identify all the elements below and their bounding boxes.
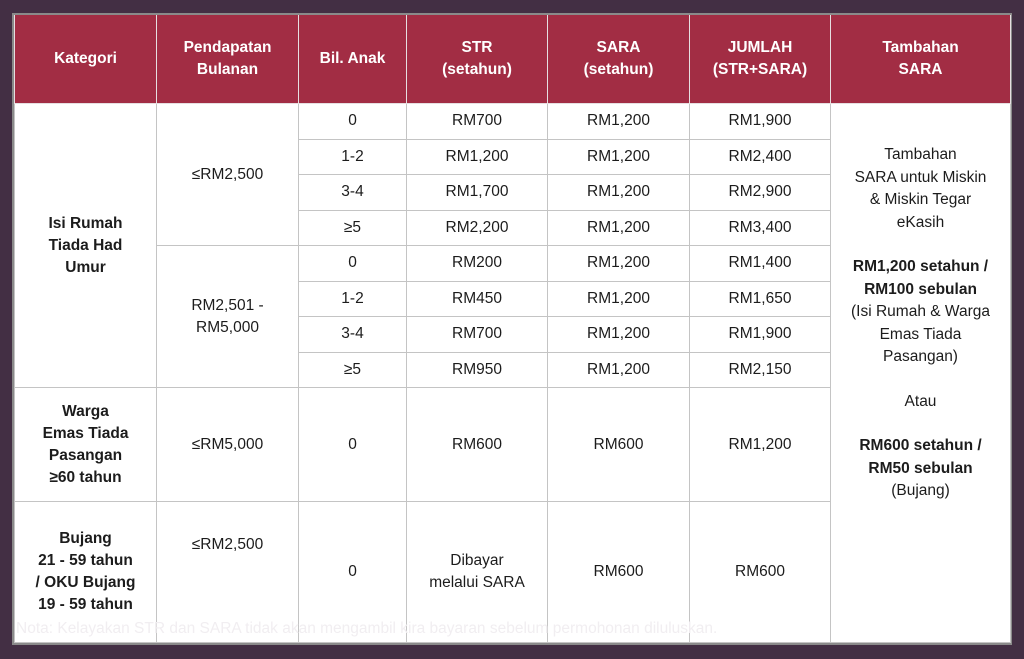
jumlah-cell: RM1,650: [690, 281, 831, 317]
anak-cell: 0: [299, 502, 407, 643]
anak-cell: ≥5: [299, 352, 407, 388]
jumlah-cell: RM2,150: [690, 352, 831, 388]
jumlah-cell: RM1,900: [690, 317, 831, 353]
income-cell: ≤RM2,500: [157, 502, 299, 643]
table-row: [15, 104, 1011, 140]
sara-cell: RM600: [548, 502, 690, 643]
kategori-warga-emas: Warga Emas Tiada Pasangan ≥60 tahun: [15, 388, 157, 502]
sara-cell: RM1,200: [548, 175, 690, 211]
header-str: STR (setahun): [407, 15, 548, 104]
str-sara-table: [14, 15, 1011, 643]
kategori-bujang: Bujang 21 - 59 tahun / OKU Bujang 19 - 59 tahun: [15, 502, 157, 643]
str-cell: RM450: [407, 281, 548, 317]
income-cell: ≤RM5,000: [157, 388, 299, 502]
header-jumlah: JUMLAH (STR+SARA): [690, 15, 831, 104]
str-cell: RM600: [407, 388, 548, 502]
income-2501-5000: RM2,501 - RM5,000: [157, 246, 299, 388]
footnote: Nota: Kelayakan STR dan SARA tidak akan mengambil kira bayaran sebelum permohonan diluluskan.: [16, 620, 718, 637]
jumlah-cell: RM2,900: [690, 175, 831, 211]
jumlah-cell: RM2,400: [690, 139, 831, 175]
eligibility-table-container: [12, 13, 1012, 645]
jumlah-cell: RM600: [690, 502, 831, 643]
sara-cell: RM600: [548, 388, 690, 502]
header-row: [15, 15, 1011, 104]
anak-cell: 1-2: [299, 139, 407, 175]
tambahan-sara-cell: Tambahan SARA untuk Miskin & Miskin Tegar eKasih RM1,200 setahun / RM100 sebulan (Isi Rumah & Warga Emas Tiada Pasangan) Atau RM600 setahun / RM50 sebulan (Bujang): [831, 104, 1011, 643]
jumlah-cell: RM1,900: [690, 104, 831, 140]
header-bil-anak: Bil. Anak: [299, 15, 407, 104]
anak-cell: 0: [299, 388, 407, 502]
income-le-2500: ≤RM2,500: [157, 104, 299, 246]
kategori-isi-rumah: Isi Rumah Tiada Had Umur: [15, 104, 157, 388]
header-tambahan-sara: Tambahan SARA: [831, 15, 1011, 104]
anak-cell: 3-4: [299, 175, 407, 211]
str-cell: RM1,200: [407, 139, 548, 175]
sara-cell: RM1,200: [548, 210, 690, 246]
sara-cell: RM1,200: [548, 281, 690, 317]
anak-cell: 1-2: [299, 281, 407, 317]
str-cell: RM700: [407, 317, 548, 353]
sara-cell: RM1,200: [548, 352, 690, 388]
sara-cell: RM1,200: [548, 139, 690, 175]
jumlah-cell: RM1,400: [690, 246, 831, 282]
anak-cell: 0: [299, 246, 407, 282]
anak-cell: ≥5: [299, 210, 407, 246]
str-cell: RM1,700: [407, 175, 548, 211]
anak-cell: 0: [299, 104, 407, 140]
sara-cell: RM1,200: [548, 246, 690, 282]
str-cell: RM200: [407, 246, 548, 282]
header-pendapatan: Pendapatan Bulanan: [157, 15, 299, 104]
jumlah-cell: RM1,200: [690, 388, 831, 502]
header-kategori: Kategori: [15, 15, 157, 104]
sara-cell: RM1,200: [548, 317, 690, 353]
header-sara: SARA (setahun): [548, 15, 690, 104]
str-cell: RM700: [407, 104, 548, 140]
anak-cell: 3-4: [299, 317, 407, 353]
str-cell: RM950: [407, 352, 548, 388]
str-cell: Dibayar melalui SARA: [407, 502, 548, 643]
sara-cell: RM1,200: [548, 104, 690, 140]
jumlah-cell: RM3,400: [690, 210, 831, 246]
str-cell: RM2,200: [407, 210, 548, 246]
